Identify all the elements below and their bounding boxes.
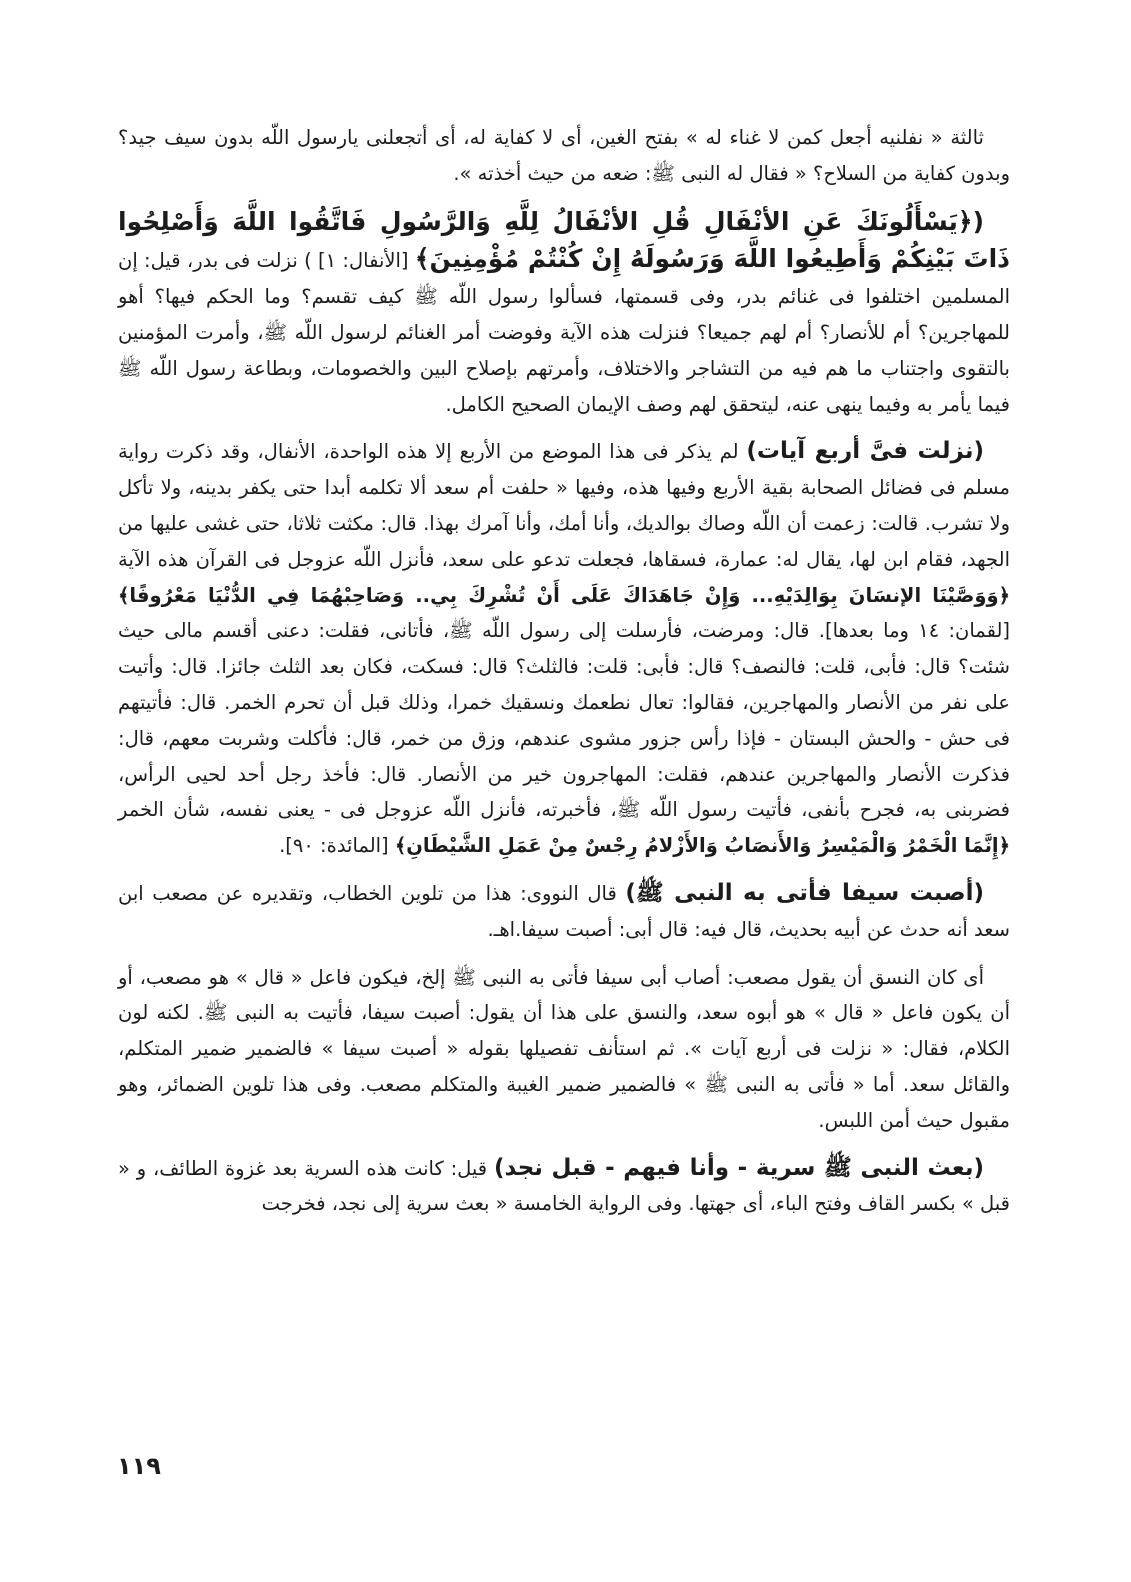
paragraph-5 [118, 960, 1010, 1139]
paragraph-1 [118, 120, 1010, 192]
text-segment: قال النووى: هذا من تلوين الخطاب، وتقديره عن مصعب ابن سعد أنه حدث عن أبيه بحديث، قال فيه: قال أبى: أصبت سيفا.اهـ. [118, 881, 1010, 941]
text-segment: لم يذكر فى هذا الموضع من الأربع إلا هذه الواحدة، الأنفال، وقد ذكرت رواية مسلم فى فضائل الصحابة بقية الأربع وفيها هذه، وفيها « حلفت أم سعد ألا تكلمه أبدا حتى يكفر بدينه، ولا تأكل ولا تشرب. قالت: زعمت أن اللّه وصاك بوالديك، وأنا أمك، وأنا آمرك بهذا. قال: مكثت ثلاثا، حتى غشى عليها من الجهد، فقام ابن لها، يقال له: عمارة، فسقاها، فجعلت تدعو على سعد، فأنزل اللّه عزوجل فى القرآن هذه الآية [118, 440, 1010, 571]
quran-verse-luqman: ﴿وَوَصَّيْنَا الإنسَانَ بِوَالِدَيْهِ... وَإِنْ جَاهَدَاكَ عَلَى أَنْ تُشْرِكَ بِي.. وَصَاحِبْهُمَا فِي الدُّنْيَا مَعْرُوفًا﴾ [118, 583, 1010, 607]
text-segment: [لقمان: ١٤ وما بعدها]. قال: ومرضت، فأرسلت إلى رسول اللّه ﷺ، فأتانى، فقلت: دعنى أقسم مالى حيث شئت؟ قال: فأبى، قلت: فالنصف؟ قال: فأبى: قلت: فالثلث؟ قال: فسكت، فكان بعد الثلث جائزا. قال: وأتيت على نفر من الأنصار والمهاجرين، فقالوا: تعال نطعمك ونسقيك خمرا، وذلك قبل أن تحرم الخمر. قال: فأتيتهم فى حش - والحش البستان - فإذا رأس جزور مشوى عندهم، وزق من خمر، قال: فأكلت وشربت معهم، قال: فذكرت الأنصار والمهاجرين عندهم، فقلت: المهاجرون خير من الأنصار. قال: فأخذ رجل أحد لحيى الرأس، فضربنى به، فجرح بأنفى، فأتيت رسول اللّه ﷺ، فأخبرته، فأنزل اللّه عزوجل فى - يعنى نفسه، شأن الخمر [118, 619, 1010, 822]
lead-heading: (نزلت فىَّ أربع آيات) [746, 438, 984, 465]
paragraph-4 [118, 876, 1010, 948]
page-number: ١١٩ [117, 1452, 161, 1480]
paragraph-3 [118, 434, 1010, 864]
paragraph-2 [118, 204, 1010, 423]
quran-verse-maidah: ﴿إِنَّمَا الْخَمْرُ وَالْمَيْسِرُ وَالأَنصَابُ وَالأَزْلامُ رِجْسٌ مِنْ عَمَلِ الشَّيْطَانِ﴾ [394, 834, 1010, 858]
quran-verse-anfal: (﴿يَسْأَلُونَكَ عَنِ الأنْفَالِ قُلِ الأنْفَالُ لِلَّهِ وَالرَّسُولِ فَاتَّقُوا اللَّهَ وَأَصْلِحُوا ذَاتَ بَيْنِكُمْ وَأَطِيعُوا اللَّهَ وَرَسُولَهُ إِنْ كُنْتُمْ مُؤْمِنِينَ﴾ [118, 206, 1010, 274]
page-body [118, 120, 1010, 1222]
lead-heading: (أصبت سيفا فأتى به النبى ﷺ) [625, 879, 984, 906]
text-segment: ثالثة « نفلنيه أجعل كمن لا غناء له » بفتح الغين، أى لا كفاية له، أى أتجعلنى يارسول اللّه بدون سيف جيد؟ وبدون كفاية من السلاح؟ « فقال له النبى ﷺ: ضعه من حيث أخذته ». [118, 126, 1010, 185]
text-segment: قيل: كانت هذه السرية بعد غزوة الطائف، و « قبل » بكسر القاف وفتح الباء، أى جهتها. وفى الرواية الخامسة « بعث سرية إلى نجد، فخرجت [118, 1156, 1010, 1216]
lead-heading: (بعث النبى ﷺ سرية - وأنا فيهم - قبل نجد) [493, 1154, 984, 1181]
text-segment: أى كان النسق أن يقول مصعب: أصاب أبى سيفا فأتى به النبى ﷺ إلخ، فيكون فاعل « قال » هو مصعب، أو أن يكون فاعل « قال » هو أبوه سعد، والنسق على هذا أن يقول: أصبت سيفا، فأتيت به النبى ﷺ. لكنه لون الكلام، فقال: « نزلت فى أربع آيات ». ثم استأنف تفصيلها بقوله « أصبت سيفا » فالضمير ضمير المتكلم، والقائل سعد. أما « فأتى به النبى ﷺ » فالضمير ضمير الغيبة والمتكلم مصعب. وفى هذا تلوين الضمائر، وهو مقبول حيث أمن اللبس. [118, 965, 1010, 1132]
text-segment: [المائدة: ٩٠]. [279, 834, 395, 858]
text-segment: [الأنفال: ١] ) نزلت فى بدر، قيل: إن المسلمين اختلفوا فى غنائم بدر، وفى قسمتها، فسألوا رسول اللّه ﷺ كيف تقسم؟ وما الحكم فيها؟ أهو للمهاجرين؟ أم للأنصار؟ أم لهم جميعا؟ فنزلت هذه الآية وفوضت أمر الغنائم لرسول اللّه ﷺ، وأمرت المؤمنين بالتقوى واجتناب ما هم فيه من التشاجر والاختلاف، وأمرتهم بإصلاح البين والخصومات، وبطاعة رسول اللّه ﷺ فيما يأمر به وفيما ينهى عنه، ليتحقق لهم وصف الإيمان الصحيح الكامل. [118, 249, 1010, 416]
paragraph-6 [118, 1151, 1010, 1223]
